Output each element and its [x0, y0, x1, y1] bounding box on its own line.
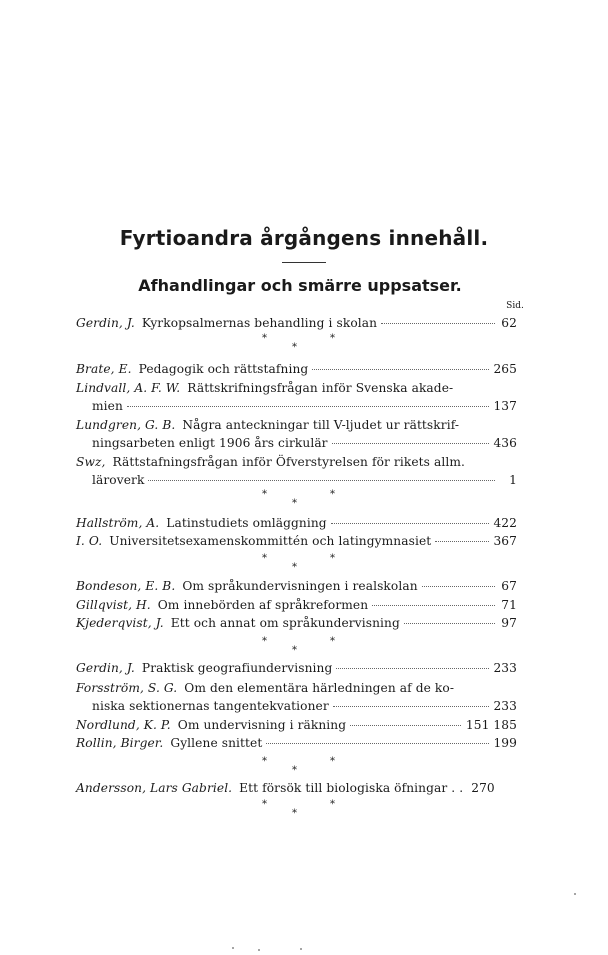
dot-leader: [404, 623, 495, 624]
dot-leader: [381, 323, 495, 324]
entry-title: Några anteckningar till V-ljudet ur rättskrif-: [182, 418, 460, 432]
asterisk-icon: *: [330, 756, 335, 767]
asterisk-icon: *: [262, 333, 267, 344]
asterisk-icon: *: [262, 553, 267, 564]
asterisk-icon: *: [330, 553, 335, 564]
dot-leader: [312, 369, 489, 370]
entry-page: 436: [493, 436, 517, 450]
toc-entry: [76, 779, 517, 797]
entry-page: 62: [501, 316, 517, 330]
entry-page: 1: [509, 473, 517, 487]
asterisk-icon: *: [330, 333, 335, 344]
entry-title-continued: läroverk: [92, 473, 145, 487]
asterisk-icon: *: [292, 808, 297, 819]
entry-title: Om undervisning i räkning: [177, 718, 347, 732]
entry-title: Pedagogik och rättstafning: [138, 362, 309, 376]
asterisk-icon: *: [292, 342, 297, 353]
toc-entry: [76, 314, 517, 332]
scan-speck: [258, 949, 260, 951]
dot-leader: [350, 725, 461, 726]
asterisk-icon: *: [292, 562, 297, 573]
entry-title-continued: mien: [92, 399, 123, 413]
entry-title: Praktisk geografiundervisning: [141, 661, 333, 675]
scan-speck: [300, 948, 302, 950]
toc-entry: [76, 532, 517, 550]
toc-entry: [76, 514, 517, 532]
section-separator: [240, 799, 360, 823]
dot-leader: [435, 541, 489, 542]
section-separator: [240, 553, 360, 577]
entry-title: Kyrkopsalmernas behandling i skolan: [141, 316, 378, 330]
entry-page: 199: [493, 736, 517, 750]
dot-leader: [372, 605, 495, 606]
entry-author: Gillqvist, H.: [76, 598, 151, 612]
entry-title: Om innebörden af språkreformen: [157, 598, 369, 612]
entry-page: 422: [493, 516, 517, 530]
title-rule: [282, 262, 326, 263]
dot-leader: [422, 586, 495, 587]
entry-author: Forsström, S. G.: [76, 681, 178, 695]
dot-leader: [127, 406, 490, 407]
entry-page: 367: [493, 534, 517, 548]
toc-entry: [76, 716, 517, 734]
section-separator: [240, 489, 360, 513]
entry-author: Andersson, Lars Gabriel.: [76, 781, 233, 795]
entry-author: Nordlund, K. P.: [76, 718, 171, 732]
scan-speck: [574, 893, 576, 895]
section-heading: Afhandlingar och smärre uppsatser.: [138, 276, 462, 295]
entry-title: Gyllene snittet: [170, 736, 263, 750]
entry-page: 97: [501, 616, 517, 630]
entry-author: Hallström, A.: [76, 516, 160, 530]
toc-entry: [76, 577, 517, 595]
dot-leader: [331, 523, 490, 524]
toc-entry: [76, 659, 517, 677]
dot-leader: [333, 706, 490, 707]
entry-page: 270: [471, 781, 495, 795]
entry-title: Om språkundervisningen i realskolan: [182, 579, 418, 593]
entry-page: 151 185: [465, 718, 517, 732]
asterisk-icon: *: [330, 799, 335, 810]
entry-title: Om den elementära härledningen af de ko-: [184, 681, 455, 695]
asterisk-icon: *: [330, 636, 335, 647]
entry-author: I. O.: [76, 534, 103, 548]
asterisk-icon: *: [292, 498, 297, 509]
toc-entry: [76, 734, 517, 752]
page-column-label: Sid.: [506, 301, 524, 311]
scan-speck: [232, 947, 234, 949]
toc-entry: [76, 596, 517, 614]
dot-leader: [332, 443, 490, 444]
entry-author: Bondeson, E. B.: [76, 579, 176, 593]
entry-author: Kjederqvist, J.: [76, 616, 164, 630]
entry-title: Ett försök till biologiska öfningar . .: [239, 781, 464, 795]
entry-page: 137: [493, 399, 517, 413]
asterisk-icon: *: [292, 645, 297, 656]
dot-leader: [148, 480, 495, 481]
entry-author: Lindvall, A. F. W.: [76, 381, 181, 395]
asterisk-icon: *: [330, 489, 335, 500]
toc-entry: [76, 453, 517, 489]
entry-author: Gerdin, J.: [76, 316, 135, 330]
toc-entry: [76, 614, 517, 632]
section-separator: [240, 756, 360, 780]
entry-title: Rättskrifningsfrågan inför Svenska akade-: [187, 381, 454, 395]
entry-title-continued: niska sektionernas tangentekvationer: [92, 699, 329, 713]
entry-title: Rättstafningsfrågan inför Öfverstyrelsen för rikets allm.: [112, 455, 465, 469]
entry-title: Latinstudiets omläggning: [166, 516, 327, 530]
page-title: Fyrtioandra årgångens innehåll.: [119, 226, 489, 250]
asterisk-icon: *: [262, 799, 267, 810]
dot-leader: [266, 743, 489, 744]
entry-author: Swz,: [76, 455, 106, 469]
entry-title: Universitetsexamenskommittén och latingymnasiet: [109, 534, 432, 548]
asterisk-icon: *: [262, 636, 267, 647]
asterisk-icon: *: [262, 756, 267, 767]
toc-entry: [76, 379, 517, 415]
entry-page: 67: [501, 579, 517, 593]
entry-title: Ett och annat om språkundervisning: [170, 616, 400, 630]
dot-leader: [336, 668, 489, 669]
asterisk-icon: *: [292, 765, 297, 776]
entry-page: 233: [493, 699, 517, 713]
asterisk-icon: *: [262, 489, 267, 500]
entry-title-continued: ningsarbeten enligt 1906 års cirkulär: [92, 436, 328, 450]
entry-page: 71: [501, 598, 517, 612]
section-separator: [240, 333, 360, 357]
entry-author: Brate, E.: [76, 362, 132, 376]
toc-entry: [76, 416, 517, 452]
entry-page: 265: [493, 362, 517, 376]
entry-author: Rollin, Birger.: [76, 736, 164, 750]
entry-author: Gerdin, J.: [76, 661, 135, 675]
entry-page: 233: [493, 661, 517, 675]
entry-author: Lundgren, G. B.: [76, 418, 176, 432]
toc-entry: [76, 679, 517, 715]
toc-entry: [76, 360, 517, 378]
section-separator: [240, 636, 360, 660]
